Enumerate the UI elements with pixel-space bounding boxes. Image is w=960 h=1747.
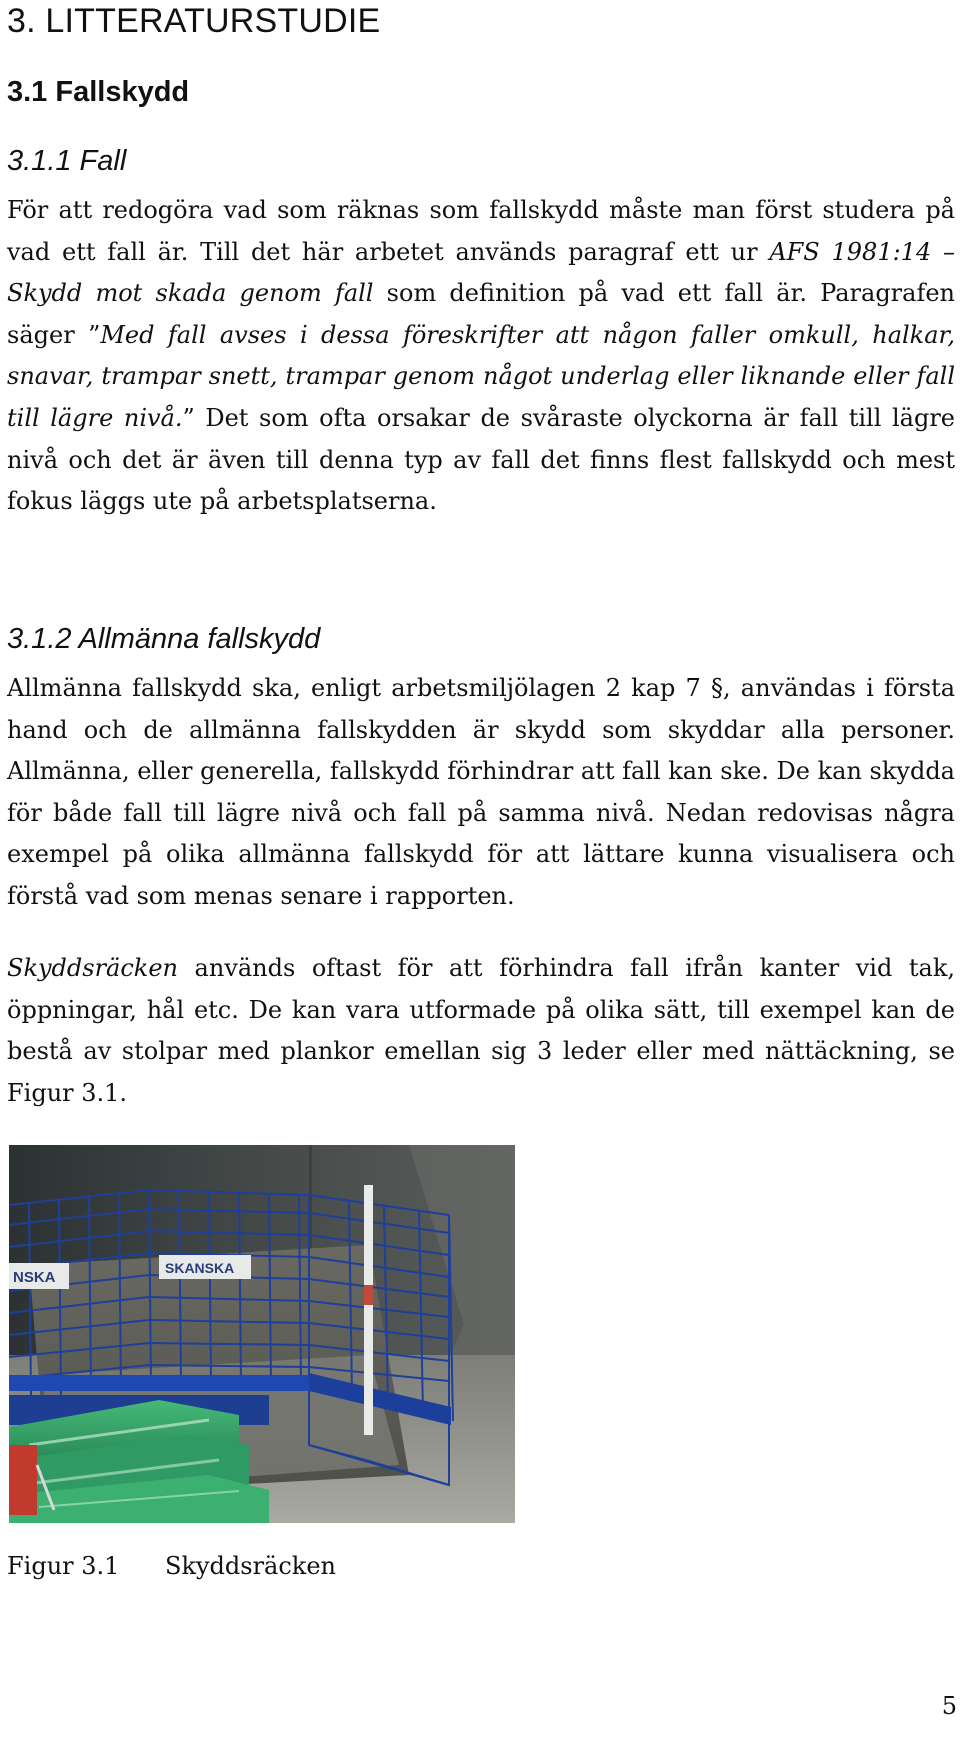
regulation-quote: Med fall avses i dessa föreskrifter att någon faller omkull, halkar, snavar, trampar snett, trampar genom något underlag eller liknande eller fall till lägre nivå. (7, 320, 956, 432)
figure-photo-skyddsracken (9, 1145, 515, 1523)
subsection-heading-allmanna: 3.1.2 Allmänna fallskydd (7, 623, 321, 655)
sign-text-right: SKANSKA (165, 1260, 235, 1276)
subsection-heading-fall: 3.1.1 Fall (7, 145, 127, 177)
sign-text-left: NSKA (13, 1269, 56, 1286)
paragraph-allmanna-fallskydd: Allmänna fallskydd ska, enligt arbetsmiljölagen 2 kap 7 §, användas i första hand och de allmänna fallskydden är skydd som skyddar alla personer. Allmänna, eller generella, fallskydd förhindrar att fall kan ske. De kan skydda för både fall till lägre nivå och fall på samma nivå. Nedan redovisas några exempel på olika allmänna fallskydd för att lättare kunna visualisera och förstå vad som menas senare i rapporten. (7, 674, 955, 910)
text-run: som definition på vad ett fall är. Paragrafen säger ” (7, 279, 955, 349)
page-number: 5 (941, 1692, 957, 1720)
guardrail-bottom-board (9, 1375, 309, 1391)
text-run: används oftast för att förhindra fall ifrån kanter vid tak, öppningar, hål etc. De kan vara utformade på olika sätt, till exempel kan de bestå av stolpar med plankor emellan sig 3 leder eller med nättäckning, se Figur 3.1. (7, 954, 955, 1107)
white-post (364, 1185, 373, 1435)
paragraph-skyddsracken (7, 948, 955, 1114)
chapter-heading: 3. LITTERATURSTUDIE (7, 2, 381, 40)
text-run: För att redogöra vad som räknas som fallskydd måste man först studera på vad ett fall är. Till det här arbetet används paragraf ett ur (7, 196, 955, 266)
paragraph-fall-definition (7, 190, 955, 523)
figure-caption-label: Figur 3.1 (7, 1552, 120, 1580)
text-run: ” Det som ofta orsakar de svåraste olyckorna är fall till lägre nivå och det är även till denna typ av fall det finns flest fallskydd och mest fokus läggs ute på arbetsplatserna. (7, 403, 955, 516)
section-heading: 3.1 Fallskydd (7, 76, 190, 108)
figure-caption-text: Skyddsräcken (165, 1552, 337, 1580)
regulation-reference: AFS 1981:14 – Skydd mot skada genom fall (7, 237, 955, 308)
guardrail-photo (9, 1145, 515, 1523)
term-skyddsracken: Skyddsräcken (7, 954, 179, 982)
